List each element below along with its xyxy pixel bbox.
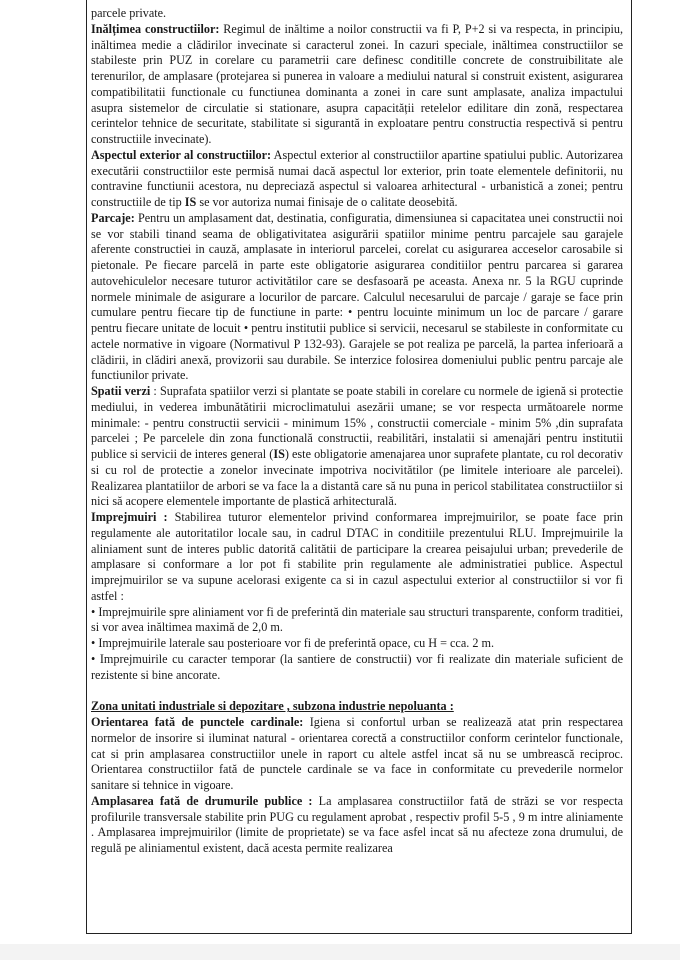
text-exterior-aspect-a: Aspectul exterior al constructiilor apartine spatiului public. Autorizarea executării constructiilor este permisă numai dacă aspectul lor exterior, prin toate elementele definitorii, nu contravine functiunii acestora, nu depreciază aspectul si valoarea arhitectural - urbanistică a zonei; pentru constructiile de tip	[91, 147, 623, 209]
paragraph-parking	[91, 211, 623, 384]
text-is-label-2: IS	[273, 447, 285, 461]
paragraph-intro-fragment: parcele private.	[91, 6, 167, 20]
heading-public-roads: Amplasarea fată de drumurile publice :	[91, 793, 313, 808]
paragraph-orientation	[91, 715, 623, 794]
heading-green-spaces: Spatii verzi	[91, 384, 151, 398]
bullet-fence-front: • Imprejmuirile spre aliniament vor fi de preferintă din materiale sau structuri transparente, conform traditiei, si vor avea inăltimea maximă de 2,0 m.	[91, 604, 623, 635]
section-title-industrial-zone: Zona unitati industriale si depozitare , subzona industrie nepoluanta :	[91, 699, 454, 714]
text-is-label: IS	[184, 195, 197, 209]
spacer	[91, 683, 623, 699]
heading-parking: Parcaje:	[91, 210, 135, 225]
viewer-bottom-strip	[0, 944, 680, 960]
document-page	[86, 0, 632, 934]
text-green-spaces-a: : Suprafata spatiilor verzi si plantate se poate stabili in corelare cu normele de igienă si protectie mediului, in vederea imbunătătirii microclimatului asezării umane; se vor respecta următoarele norme minimale: - pentru constructii servicii - minimum 15% , constructii comerciale - minim 5% ,din suprafata parcelei ; Pe parcelele din zona functională constructii, reabilitări, instalatii si amenajări pentru institutii publice si servicii de interes general (	[91, 384, 623, 461]
heading-orientation: Orientarea fată de punctele cardinale:	[91, 715, 304, 729]
bullet-fence-side: • Imprejmuirile laterale sau posterioare vor fi de preferintă opace, cu H = cca. 2 m.	[91, 636, 494, 650]
heading-exterior-aspect: Aspectul exterior al constructiilor:	[91, 147, 272, 162]
bullet-fence-temporary: • Imprejmuirile cu caracter temporar (la santiere de constructii) vor fi realizate din materiale suficient de rezistente si bine ancorate.	[91, 651, 623, 682]
paragraph-public-roads	[91, 794, 623, 857]
paragraph-fences	[91, 510, 623, 605]
paragraph-exterior-aspect	[91, 148, 623, 211]
text-parking: Pentru un amplasament dat, destinatia, configuratia, dimensiunea si capacitatea unei constructii noi se vor stabili tinand seama de obligativitatea asigurării spatiilor minime pentru parcajele sau garajele aferente constructiei in cauză, amplasate in interiorul parcelei, corelat cu asigurarea acceselor carosabile si pietonale. Pe fiecare parcelă in parte este obligatorie asigurarea conditiilor pentru parcarea si gararea autovehiculelor necesare tuturor activitătilor care se desfasoară pe aceasta. Anexa nr. 5 la RGU cuprinde normele minimale de asigurare a locurilor de parcare. Calculul necesarului de parcaje / garaje se face prin cumulare pentru fiecare tip de functiune in parte: • pentru locuinte minimum un loc de parcare / garare pentru fiecare unitate de locuit • pentru institutii publice si servicii, necesarul se stabileste in conformitate cu actele normative in vigoare (Normativul P 132-93). Garajele se pot realiza pe parcelă, la partea inferioară a clădirii, in clădiri anexă, provizorii sau durabile. Se interzice folosirea domeniului public pentru parcaje ale functiunilor private.	[91, 210, 623, 383]
heading-building-height: Inălțimea constructiilor:	[91, 21, 220, 36]
text-public-roads: La amplasarea constructiilor fată de străzi se vor respecta profilurile transversale stabilite prin PUG cu regulament aprobat , respectiv profil 5-5 , 9 m intre aliniamente . Amplasarea imprejmuirilor (limite de proprietate) se va face asfel incat să nu afecteze zona drumului, de regulă pe aliniamentul existent, dacă acesta permite realizarea	[91, 793, 623, 855]
text-building-height: Regimul de inăltime a noilor constructii va fi P, P+2 si va respecta, in principiu, inăltimea medie a clădirilor invecinate si caracterul zonei. In cazuri speciale, inăltimea constructiilor se stabileste prin PUZ in corelare cu parametrii care definesc conditille concrete de construibilitate ale terenurilor, de amplasare (protejarea si punerea in valoare a mediului natural si construit existent, asigurarea compatibilitatii functionale cu functiunea dominanta a zonei in care sunt amplasate, analiza impactului asupra sistemelor de circulatie si stationare, asupra capacității retelelor edilitare din zonă, respectarea cerintelor tehnice de securitate, stabilitate si sigurantă in exploatare pentru constructia respectivă si pentru constructiile invecinate).	[91, 21, 623, 146]
paragraph-building-height	[91, 22, 623, 148]
text-green-spaces-b: ) este obligatorie amenajarea unor suprafete plantate, cu rol decorativ si cu rol de protectie a zonelor invecinate impotriva nocivitătilor (pe limitele interioare ale parcelei). Realizarea plantatiilor de arbori se va face la a distantă care să nu puna in pericol stabilitatea constructiilor si nici să acopere elementele importante de plastică arhitecturală.	[91, 447, 623, 509]
heading-fences: Imprejmuiri :	[91, 510, 168, 524]
paragraph-green-spaces	[91, 384, 623, 510]
text-fences: Stabilirea tuturor elementelor privind conformarea imprejmuirilor, se poate face prin regulamente ale autoritatilor locale sau, in cadrul DTAC in conditiile prezentului RLU. Imprejmuirile la aliniament sunt de interes public datorită calitătii de participare la crearea peisajului urban; prevederile de amplasare si conformare a lor pot fi stabilite prin regulamente ale administratiei publice. Aspectul imprejmuirilor se va supune acelorasi exigente ca si in cazul aspectului exterior al constructiilor si vor fi astfel :	[91, 510, 623, 603]
text-orientation: Igiena si confortul urban se realizează atat prin respectarea normelor de insorire si iluminat natural - orientarea corectă a constructiilor conform cerintelor functionale, cat si prin amplasarea constructiilor unele in raport cu altele astfel incat să nu se umbrească reciproc. Orientarea constructiilor fată de punctele cardinale se va face in conformitate cu prevederile normelor sanitare si tehnice in vigoare.	[91, 715, 624, 792]
text-exterior-aspect-b: se vor autoriza numai finisaje de o calitate deosebită.	[196, 195, 458, 209]
